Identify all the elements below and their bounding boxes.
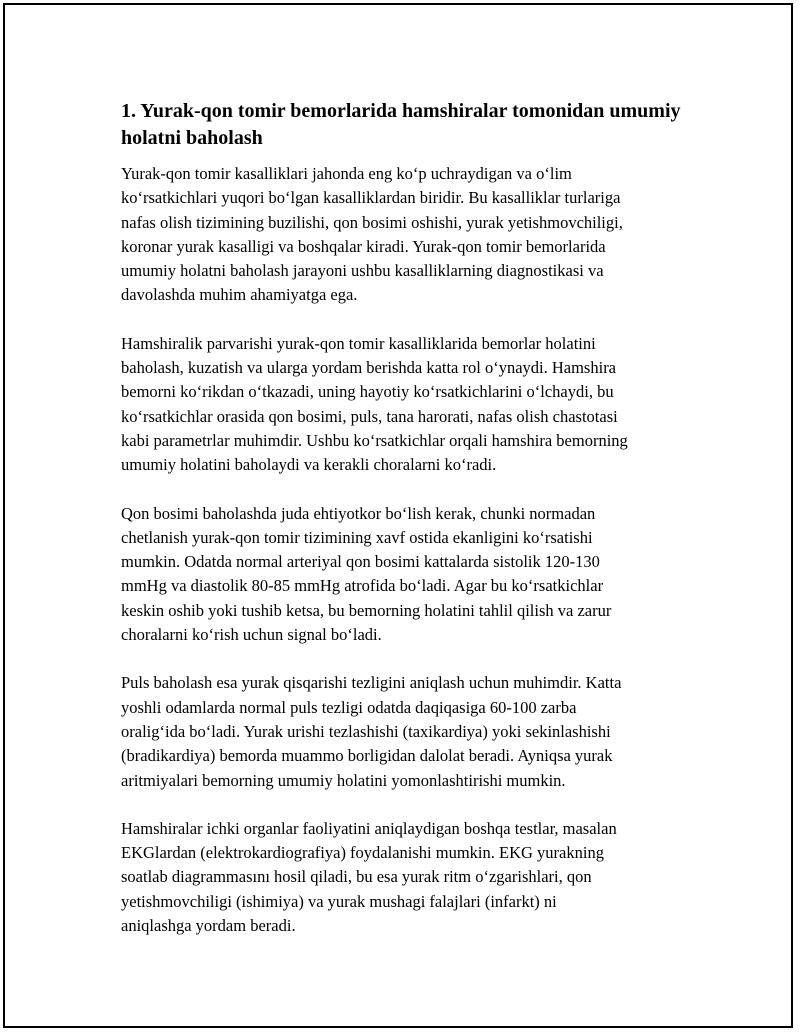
paragraph-ecg: Hamshiralar ichki organlar faoliyatini aniqlaydigan boshqa testlar, masalan EKGlardan (elektrokardiografiya) foydalanishi mumkin. EKG yurakning soatlab diagrammasını hosil qiladi, bu esa yurak ritm o‘zgarishlari, qon yetishmovchiligi (ishimiya) va yurak mushagi falajlari (infarkt) ni aniqlashga yordam beradi. — [121, 818, 617, 936]
paragraph-nursing-care: Hamshiralik parvarishi yurak-qon tomir kasalliklarida bemorlar holatini baholash, kuzatish va ularga yordam berishda katta rol o‘ynaydi. Hamshira bemorni ko‘rikdan o‘tkazadi, uning hayotiy ko‘rsatkichlarini o‘lchaydi, bu ko‘rsatkichlar orasida qon bosimi, puls, tana harorati, nafas olish chastotasi kabi parametrlar muhimdir. Ushbu ko‘rsatkichlar orqali hamshira bemorning umumiy holatini baholaydi va kerakli choralarni ko‘radi. — [121, 333, 628, 475]
paragraph-pulse: Puls baholash esa yurak qisqarishi tezligini aniqlash uchun muhimdir. Katta yoshli odamlarda normal puls tezligi odatda daqiqasiga 60-100 zarba oralig‘ida bo‘ladi. Yurak urishi tezlashishi (taxikardiya) yoki sekinlashishi (bradikardiya) bemorda muammo borligidan dalolat beradi. Ayniqsa yurak aritmiyalari bemorning umumiy holatini yomonlashtirishi mumkin. — [121, 673, 622, 790]
section-heading: 1. Yurak-qon tomir bemorlarida hamshiralar tomonidan umumiy holatni baholash — [121, 100, 681, 149]
document-page — [3, 3, 793, 1028]
document-body — [121, 98, 691, 962]
paragraph-intro: Yurak-qon tomir kasalliklari jahonda eng ko‘p uchraydigan va o‘lim ko‘rsatkichlari yuqori bo‘lgan kasalliklardan biridir. Bu kasalliklar turlariga nafas olish tizimining buzilishi, qon bosimi oshishi, yurak yetishmovchiligi, koronar yurak kasalligi va boshqalar kiradi. Yurak-qon tomir bemorlarida umumiy holatni baholash jarayoni ushbu kasalliklarning diagnostikasi va davolashda muhim ahamiyatga ega. — [121, 164, 623, 305]
paragraph-blood-pressure: Qon bosimi baholashda juda ehtiyotkor bo‘lish kerak, chunki normadan chetlanish yurak-qon tomir tizimining xavf ostida ekanligini ko‘rsatishi mumkin. Odatda normal arteriyal qon bosimi kattalarda sistolik 120-130 mmHg va diastolik 80-85 mmHg atrofida bo‘ladi. Agar bu ko‘rsatkichlar keskin oshib yoki tushib ketsa, bu bemorning holatini tahlil qilish va zarur choralarni ko‘rish uchun signal bo‘ladi. — [121, 503, 612, 645]
